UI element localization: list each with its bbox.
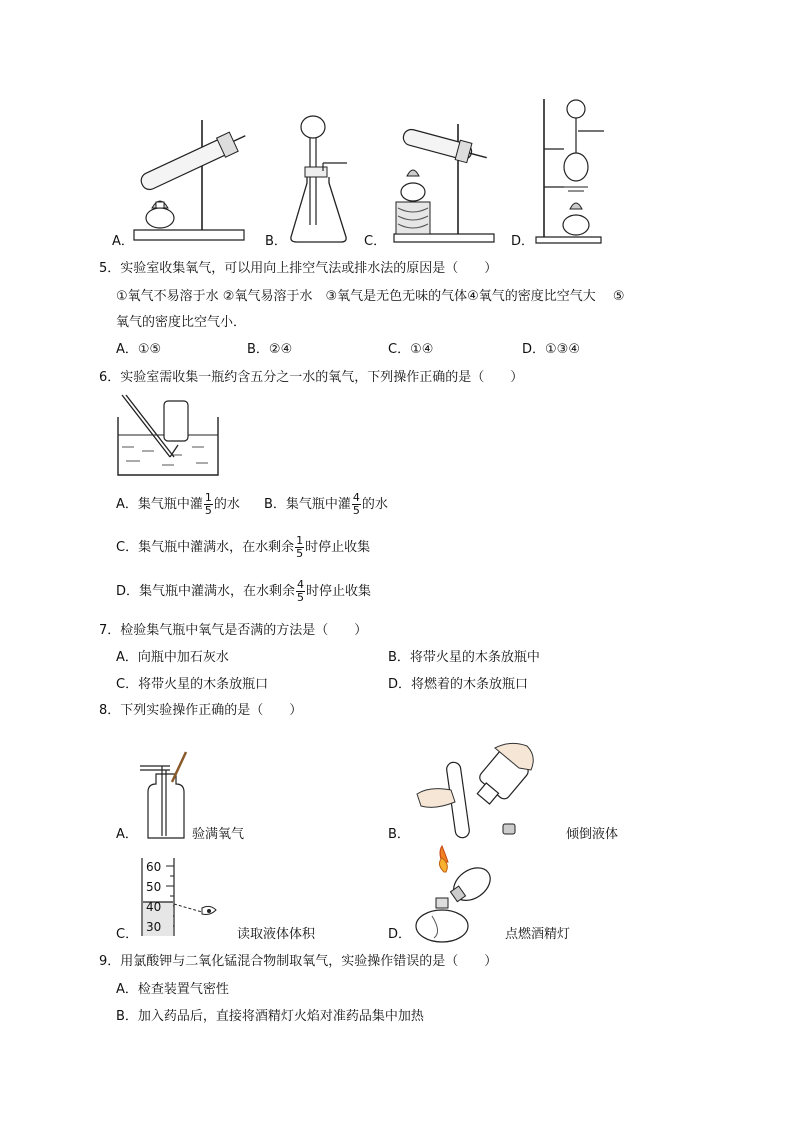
- cylinder-tick-50: 50: [146, 880, 162, 894]
- fraction-four-fifths: $\frac{4}{5}$: [352, 491, 360, 517]
- q5-items-line1: ①氧气不易溶于水 ②氧气易溶于水 ③氧气是无色无味的气体④氧气的密度比空气大 ⑤: [116, 289, 625, 304]
- q4-label-d: D．: [511, 234, 535, 249]
- q6-option-c-suffix: 时停止收集: [305, 540, 371, 555]
- q6-option-b-suffix: 的水: [361, 497, 388, 512]
- q5-option-a: A．①⑤: [116, 342, 162, 357]
- q6-option-b: [264, 490, 388, 520]
- cylinder-tick-30: 30: [146, 920, 162, 934]
- q9-stem: 9．用氯酸钾与二氧化锰混合物制取氧气，实验操作错误的是（ ）: [99, 954, 498, 969]
- pouring-liquid-image: [415, 740, 560, 840]
- fraction-one-fifth: $\frac{1}{5}$: [296, 534, 304, 560]
- q8-label-b: B．: [388, 827, 410, 842]
- q6-option-d: [116, 577, 371, 607]
- water-trough-image: [112, 395, 222, 480]
- q5-option-d: D．①③④: [522, 342, 580, 357]
- q9-option-a: A．检查装置气密性: [116, 982, 229, 997]
- cylinder-tick-40: 40: [146, 900, 162, 914]
- q6-stem: 6．实验室需收集一瓶约含五分之一水的氧气，下列操作正确的是（ ）: [99, 370, 524, 385]
- q6-option-c-text: C．集气瓶中灌满水，在水剩余: [116, 540, 295, 555]
- q6-option-b-text: B．集气瓶中灌: [264, 497, 351, 512]
- q5-stem: 5．实验室收集氧气，可以用向上排空气法或排水法的原因是（ ）: [99, 261, 498, 276]
- q7-option-a: A．向瓶中加石灰水: [116, 650, 229, 665]
- q4-label-c: C．: [364, 234, 387, 249]
- q5-option-b: B．②④: [247, 342, 293, 357]
- q5-items-line2: 氧气的密度比空气小．: [116, 315, 247, 330]
- lighting-alcohol-lamp-image: [408, 852, 498, 944]
- cylinder-tick-60: 60: [146, 860, 162, 874]
- q6-option-c: [116, 533, 370, 563]
- apparatus-d-image: [534, 97, 609, 245]
- apparatus-a-image: [130, 110, 245, 245]
- q8-label-d: D．: [388, 927, 412, 942]
- fraction-one-fifth: $\frac{1}{5}$: [204, 491, 212, 517]
- q7-option-d: D．将燃着的木条放瓶口: [388, 677, 529, 692]
- q8-label-c: C．: [116, 927, 139, 942]
- q8-caption-c: 读取液体体积: [237, 927, 316, 942]
- fraction-four-fifths: $\frac{4}{5}$: [297, 578, 305, 604]
- gas-bottle-check-image: [140, 752, 192, 840]
- q5-option-c: C．①④: [388, 342, 434, 357]
- apparatus-b-image: [285, 115, 360, 245]
- q6-option-a-text: A．集气瓶中灌: [116, 497, 203, 512]
- q8-caption-a: 验满氧气: [192, 827, 245, 842]
- apparatus-c-image: [388, 112, 498, 244]
- q9-option-b: B．加入药品后，直接将酒精灯火焰对准药品集中加热: [116, 1009, 424, 1024]
- q8-stem: 8．下列实验操作正确的是（ ）: [99, 703, 303, 718]
- q7-option-b: B．将带火星的木条放瓶中: [388, 650, 540, 665]
- q4-label-a: A．: [112, 234, 134, 249]
- q8-label-a: A．: [116, 827, 138, 842]
- q7-stem: 7．检验集气瓶中氧气是否满的方法是（ ）: [99, 623, 368, 638]
- q8-caption-b: 倾倒液体: [566, 827, 619, 842]
- q6-option-a-suffix: 的水: [213, 497, 240, 512]
- q7-option-c: C．将带火星的木条放瓶口: [116, 677, 269, 692]
- q4-label-b: B．: [265, 234, 287, 249]
- q6-option-d-suffix: 时停止收集: [306, 584, 372, 599]
- q6-option-a: [116, 490, 240, 520]
- q6-option-d-text: D．集气瓶中灌满水，在水剩余: [116, 584, 296, 599]
- q8-caption-d: 点燃酒精灯: [505, 927, 571, 942]
